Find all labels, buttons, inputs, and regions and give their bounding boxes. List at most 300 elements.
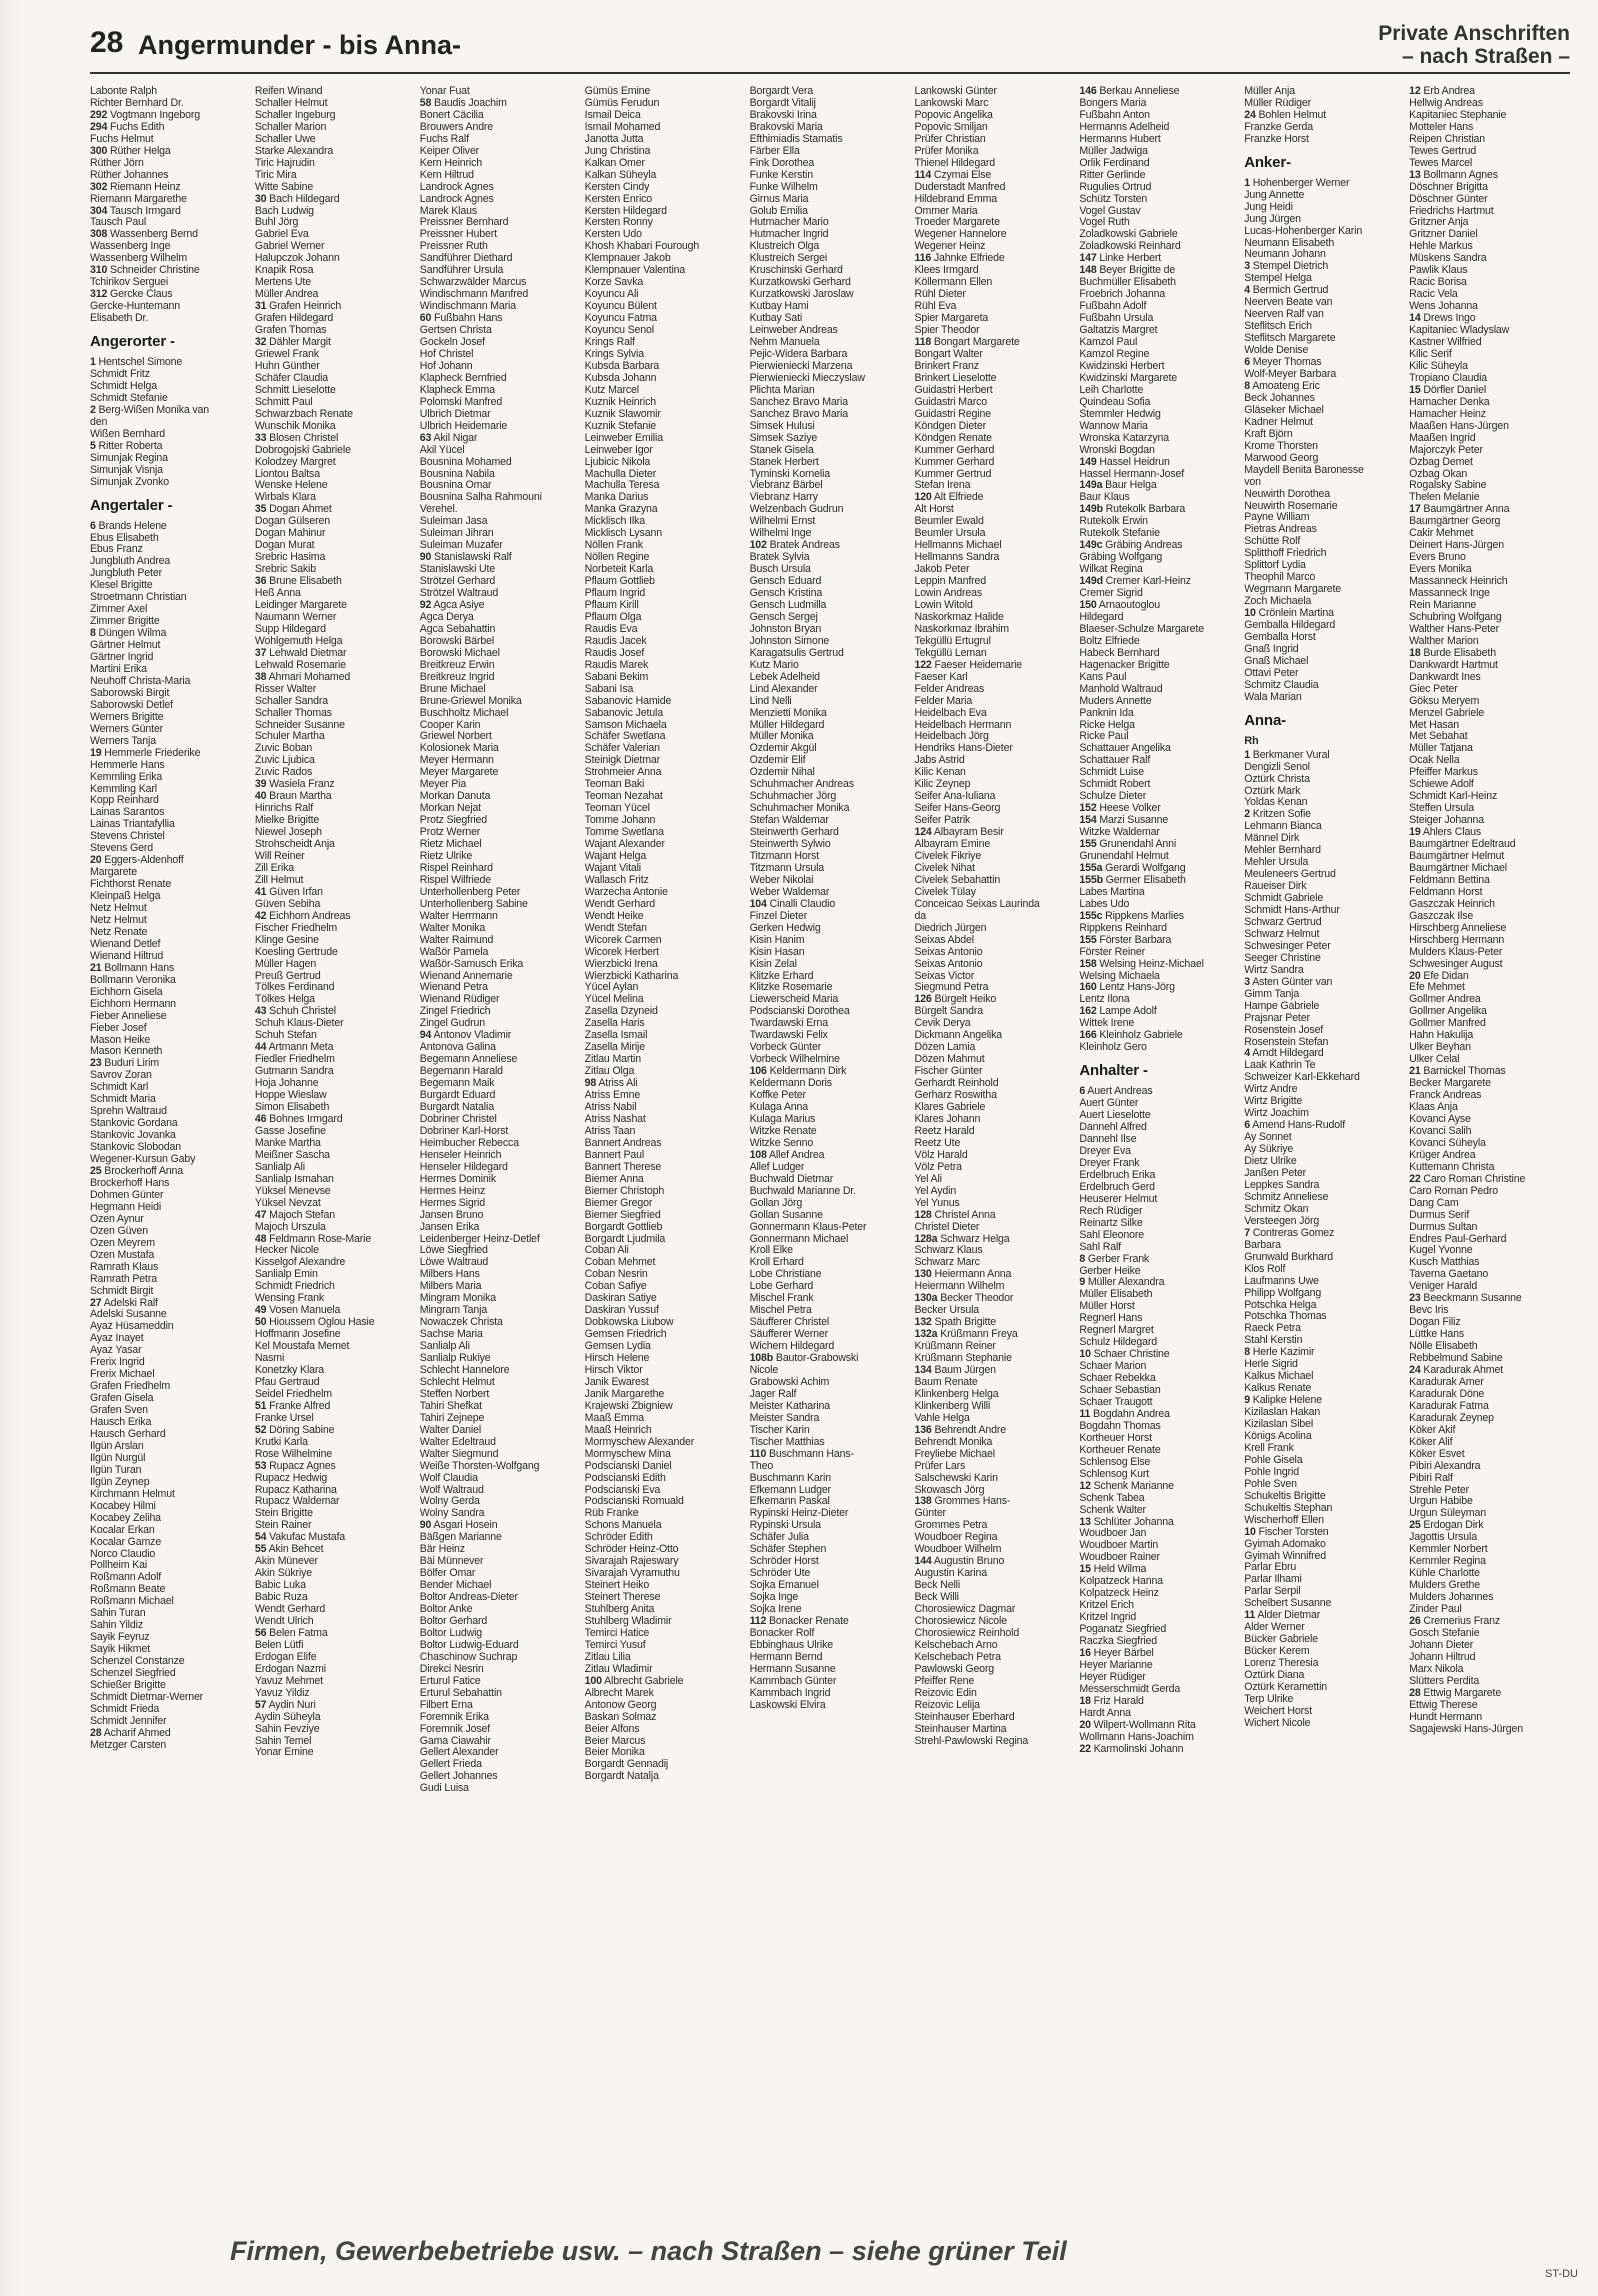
house-number: 155a (1079, 862, 1103, 874)
house-number: 54 (254, 1532, 267, 1544)
resident-entry: Norbeteit Karla (584, 564, 654, 576)
resident-entry: Heidelbach Hermann (914, 719, 1012, 731)
resident-entry: Pohle Sven (1244, 1478, 1297, 1490)
house-number: 3 (1244, 261, 1250, 273)
resident-entry: 132a Krüßmann Freya (914, 1329, 1018, 1341)
resident-entry: Huhn Günther (254, 360, 320, 372)
resident-entry: Strötzel Gerhard (419, 576, 496, 588)
resident-entry: Stevens Gerd (90, 843, 153, 855)
resident-entry: 24 Karadurak Ahmet (1409, 1364, 1504, 1376)
resident-entry: Ricke Paul (1079, 731, 1129, 743)
resident-entry: Schütte Rolf (1244, 536, 1301, 548)
resident-entry: Ilgün Arslan (90, 1440, 144, 1452)
resident-entry: 24 Bohlen Helmut (1244, 109, 1327, 121)
house-number: 108 (749, 1149, 767, 1161)
resident-entry: Mulders Grethe (1409, 1580, 1481, 1592)
resident-entry: Yavuz Yildiz (254, 1687, 310, 1699)
resident-entry: Agca Derya (419, 611, 474, 623)
resident-entry: 149a Baur Helga (1079, 480, 1157, 492)
resident-entry: Felder Andreas (914, 683, 985, 695)
resident-entry: 11 Bogdahn Andrea (1079, 1408, 1170, 1420)
resident-entry: Hermanns Hubert (1079, 133, 1161, 145)
resident-entry: Hof Christel (419, 348, 474, 360)
resident-entry: Hardt Anna (1079, 1707, 1131, 1719)
resident-entry: Weiße Thorsten-Wolfgang (419, 1460, 540, 1472)
resident-entry: Steinwerth Sylwio (749, 839, 831, 851)
resident-entry: Suleiman Jasa (419, 516, 488, 528)
resident-entry: Thelen Melanie (1409, 492, 1480, 504)
resident-entry: Stempel Helga (1244, 273, 1312, 285)
resident-entry: da (914, 910, 926, 922)
resident-entry: Reipen Christian (1409, 133, 1486, 145)
resident-entry: 14 Drews Ingo (1409, 313, 1476, 325)
resident-entry: Klinkenberg Helga (914, 1388, 999, 1400)
house-number: 44 (254, 1042, 267, 1054)
resident-entry: Ay Sükriye (1244, 1144, 1294, 1156)
resident-entry: Witzke Waldemar (1079, 827, 1160, 839)
resident-entry: Bousnina Salha Rahmouni (419, 492, 542, 504)
resident-entry: 150 Arnaoutoglou (1079, 599, 1161, 611)
resident-entry: Henseler Hildegard (419, 1161, 508, 1173)
resident-entry: Hermanns Adelheid (1079, 121, 1170, 133)
resident-entry: Margarete (90, 867, 137, 879)
resident-entry: Biemer Gregor (584, 1197, 653, 1209)
resident-entry: Zuvic Ljubica (254, 755, 315, 767)
resident-entry: Gensch Sergej (749, 611, 818, 623)
resident-entry: Hutmacher Ingrid (749, 229, 829, 241)
resident-entry: Schlecht Hannelore (419, 1364, 510, 1376)
resident-entry: Machulla Teresa (584, 480, 660, 492)
resident-entry: Walter Siegmund (419, 1448, 499, 1460)
resident-entry: 2 Kritzen Sofie (1244, 809, 1311, 821)
resident-entry: Conceicao Seixas Laurinda (914, 898, 1040, 910)
resident-entry: Met Hasan (1409, 719, 1460, 731)
resident-entry: 128 Christel Anna (914, 1209, 996, 1221)
house-number: 116 (914, 253, 932, 265)
resident-entry: 106 Keldermann Dirk (749, 1066, 847, 1078)
resident-entry: Bratek Sylvia (749, 552, 810, 564)
resident-entry: Jagottis Ursula (1409, 1532, 1477, 1544)
resident-entry: Schmitt Paul (254, 396, 313, 408)
resident-entry: Wilhelmi Inge (749, 528, 812, 540)
resident-entry: Zill Helmut (254, 874, 304, 886)
resident-entry: Klempnauer Valentina (584, 265, 686, 277)
resident-entry: Liewerscheid Maria (749, 994, 839, 1006)
resident-entry: 126 Bürgelt Heiko (914, 994, 997, 1006)
resident-entry: Schmidt Hans-Arthur (1244, 905, 1340, 917)
resident-entry: Marwood Georg (1244, 452, 1319, 464)
resident-entry: 102 Bratek Andreas (749, 540, 840, 552)
resident-entry: Raudis Josef (584, 647, 645, 659)
resident-entry: Koyuncu Senol (584, 325, 654, 337)
resident-entry: Franke Ursel (254, 1412, 314, 1424)
resident-entry: Wala Marian (1244, 691, 1302, 703)
resident-entry: Dreyer Frank (1079, 1157, 1140, 1169)
resident-entry: Gensch Ludmilla (749, 599, 827, 611)
resident-entry: Lowin Witold (914, 599, 973, 611)
resident-entry: 21 Bollmann Hans (90, 962, 175, 974)
resident-entry: 4 Bermich Gertrud (1244, 285, 1329, 297)
house-number: 166 (1079, 1030, 1097, 1042)
resident-entry: Hirsch Viktor (584, 1364, 643, 1376)
resident-entry: Dogan Mahinur (254, 528, 326, 540)
resident-entry: Urgun Habibe (1409, 1496, 1473, 1508)
resident-entry: Bäi Münnever (419, 1556, 484, 1568)
resident-entry: Tyminski Kornelia (749, 468, 831, 480)
resident-entry: Metzger Carsten (90, 1739, 167, 1751)
resident-entry: 22 Caro Roman Christine (1409, 1173, 1526, 1185)
resident-entry: Rogalsky Sabine (1409, 480, 1487, 492)
resident-entry: Ilgün Nurgül (90, 1452, 146, 1464)
house-number: 31 (254, 301, 267, 313)
resident-entry: Özen Aynur (90, 1213, 144, 1225)
resident-entry: Wallasch Fritz (584, 874, 649, 886)
resident-entry: Jager Ralf (749, 1388, 797, 1400)
resident-entry: Neumann Elisabeth (1244, 237, 1335, 249)
resident-entry: Teoman Nezahat (584, 791, 663, 803)
resident-entry: Finzel Dieter (749, 910, 808, 922)
resident-entry: Heß Anna (254, 588, 301, 600)
house-number: 50 (254, 1317, 267, 1329)
resident-entry: Rispel Reinhard (419, 862, 493, 874)
house-number: 122 (914, 659, 932, 671)
resident-entry: Unterhollenberg Sabine (419, 898, 528, 910)
resident-entry: Reetz Ute (914, 1137, 961, 1149)
resident-entry: Siegmund Petra (914, 982, 989, 994)
resident-entry: 310 Schneider Christine (90, 265, 200, 277)
resident-entry: Schenk Tabea (1079, 1492, 1145, 1504)
resident-entry: Wens Johanna (1409, 301, 1478, 313)
resident-entry: 39 Wasiela Franz (254, 779, 335, 791)
house-number: 10 (1079, 1349, 1091, 1361)
house-number: 32 (254, 337, 267, 349)
resident-entry: Gemballa Hildegard (1244, 620, 1336, 632)
resident-entry: Suleiman Muzafer (419, 540, 503, 552)
resident-entry: Aydin Süheyla (254, 1711, 321, 1723)
resident-entry: Prajsnar Peter (1244, 1012, 1310, 1024)
resident-entry: Titzmann Horst (749, 851, 819, 862)
resident-entry: Kolodzey Margret (254, 456, 336, 468)
resident-entry: Kalkus Michael (1244, 1371, 1314, 1383)
resident-entry: Kocabey Hilmi (90, 1500, 156, 1512)
resident-entry: Hemmerle Hans (90, 759, 165, 771)
resident-entry: 18 Friz Harald (1079, 1695, 1144, 1707)
resident-entry: Karadurak Döne (1409, 1388, 1485, 1400)
resident-entry: Atriss Nabil (584, 1102, 637, 1114)
resident-entry: Hoja Johanne (254, 1078, 319, 1090)
resident-entry: Kersten Ronny (584, 217, 653, 229)
resident-entry: Wolny Gerda (419, 1496, 480, 1508)
resident-entry: Maaßen Hans-Jürgen (1409, 420, 1509, 432)
resident-entry: Wegener Hannelore (914, 229, 1007, 241)
resident-entry: Schuhmacher Monika (749, 803, 850, 815)
resident-entry: den (90, 416, 108, 428)
resident-entry: Walter Monika (419, 922, 486, 934)
resident-entry: Fußbahn Adolf (1079, 301, 1147, 313)
resident-entry: Evers Monika (1409, 564, 1472, 576)
resident-entry: 28 Acharif Ahmed (90, 1727, 171, 1739)
resident-entry: Borgardt Gottlieb (584, 1221, 663, 1233)
resident-entry: 10 Crönlein Martina (1244, 608, 1334, 620)
resident-entry: Schaller Marion (254, 121, 327, 133)
house-number: 100 (584, 1675, 602, 1687)
resident-entry: Menzel Gabriele (1409, 707, 1485, 719)
resident-entry: Srebric Hasima (254, 552, 326, 564)
resident-entry: Simsek Hulusi (749, 420, 815, 432)
resident-entry: Säufferer Werner (749, 1329, 829, 1341)
section-label (1378, 22, 1570, 68)
resident-entry: Simon Elisabeth (254, 1102, 330, 1114)
house-number: 17 (1409, 504, 1421, 516)
resident-entry: Podscianski Romuald (584, 1496, 684, 1508)
resident-entry: Schäfer Stephen (749, 1544, 827, 1556)
resident-entry: Wenske Helene (254, 480, 328, 492)
resident-entry: Bender Michael (419, 1580, 492, 1592)
resident-entry: Tausch Paul (90, 217, 147, 229)
resident-entry: Borgardt Gennadij (584, 1759, 669, 1771)
resident-entry: Guidastri Regine (914, 408, 991, 420)
resident-entry: Reetz Harald (914, 1125, 975, 1137)
resident-entry: Reizovic Edin (914, 1687, 977, 1699)
house-number: 40 (254, 791, 267, 803)
resident-entry: Gemballa Horst (1244, 631, 1316, 643)
resident-entry: Slütters Perdita (1409, 1675, 1480, 1687)
resident-entry: Podscianski Dorothea (749, 1006, 850, 1018)
resident-entry: Frerix Ingrid (90, 1357, 145, 1369)
resident-entry: Öztürk Diana (1244, 1670, 1305, 1682)
resident-entry: Funke Kerstin (749, 169, 813, 181)
resident-entry: Buhl Jörg (254, 217, 299, 229)
resident-entry: Gimm Tanja (1244, 988, 1300, 1000)
resident-entry: 52 Döring Sabine (254, 1424, 335, 1436)
resident-entry: Dobkowska Liubow (584, 1317, 674, 1329)
house-number: 5 (90, 440, 96, 452)
resident-entry: Payne William (1244, 512, 1310, 524)
resident-entry: Färber Ella (749, 145, 800, 157)
resident-entry: Pfeiffer Rene (914, 1675, 975, 1687)
resident-entry: Lainas Triantafyllia (90, 819, 175, 831)
resident-entry: Rippkens Reinhard (1079, 922, 1167, 934)
directory-column (914, 86, 1075, 2218)
resident-entry: Wolf-Meyer Barbara (1244, 369, 1337, 381)
house-number: 149d (1079, 576, 1103, 588)
resident-entry: Stanislawski Ute (419, 564, 496, 576)
page-header (90, 22, 1570, 74)
resident-entry: Schwarz Klaus (914, 1245, 983, 1257)
resident-entry: Hof Johann (419, 360, 473, 372)
resident-entry: Christel Dieter (914, 1221, 980, 1233)
resident-entry: Nicole (749, 1364, 779, 1376)
resident-entry: Pejic-Widera Barbara (749, 348, 848, 360)
resident-entry: Köndgen Renate (914, 432, 992, 444)
resident-entry: 38 Ahmari Mohamed (254, 671, 351, 683)
resident-entry: 56 Belen Fatma (254, 1627, 328, 1639)
resident-entry: Mormyschew Alexander (584, 1436, 695, 1448)
resident-entry: Ilgün Zeynep (90, 1476, 150, 1488)
resident-entry: Orlik Ferdinand (1079, 157, 1150, 169)
resident-entry: Schießer Brigitte (90, 1680, 166, 1691)
resident-entry: Lankowski Marc (914, 97, 989, 109)
resident-entry: Löwe Siegfried (419, 1245, 488, 1257)
resident-entry: Wolf Claudia (419, 1472, 478, 1484)
resident-entry: Mulders Johannes (1409, 1592, 1494, 1604)
resident-entry: 148 Beyer Brigitte de (1079, 265, 1176, 277)
resident-entry: Werners Tanja (90, 735, 156, 747)
resident-entry: 43 Schuh Christel (254, 1006, 336, 1018)
resident-entry: Samson Michaela (584, 719, 667, 731)
resident-entry: Pollheim Kai (90, 1560, 148, 1572)
resident-entry: Laufmanns Uwe (1244, 1275, 1319, 1287)
resident-entry: Hendriks Hans-Dieter (914, 743, 1013, 755)
resident-entry: 312 Gercke Claus (90, 289, 173, 301)
resident-entry: Stuhlberg Anita (584, 1604, 655, 1616)
resident-entry: Rupacz Hedwig (254, 1472, 328, 1484)
house-number: 9 (1079, 1277, 1086, 1289)
directory-column (1079, 86, 1240, 2218)
resident-entry: Schukeltis Brigitte (1244, 1490, 1326, 1502)
resident-entry: Kisin Hanim (749, 934, 805, 946)
resident-entry: Zoladkowski Gabriele (1079, 229, 1178, 241)
resident-entry: Naskorkmaz Ibrahim (914, 623, 1009, 635)
resident-entry: Hellmanns Sandra (914, 552, 1000, 564)
resident-entry: Jung Annette (1244, 189, 1305, 201)
footer-note: Firmen, Gewerbebetriebe usw. – nach Straßen – siehe grüner Teil (230, 2236, 1067, 2266)
resident-entry: Ettwig Therese (1409, 1699, 1478, 1711)
resident-entry: Völz Harald (914, 1149, 968, 1161)
resident-entry: Waßör-Samusch Erika (419, 958, 524, 970)
resident-entry: Walther Hans-Peter (1409, 623, 1500, 635)
resident-entry: Gnaß Ingrid (1244, 643, 1299, 655)
resident-entry: Regnerl Hans (1079, 1313, 1143, 1325)
resident-entry: Neumann Johann (1244, 249, 1326, 261)
resident-entry: Motteler Hans (1409, 121, 1474, 133)
resident-entry: 3 Stempel Dietrich (1244, 261, 1329, 273)
house-number: 118 (914, 337, 932, 349)
resident-entry: Müller Anja (1244, 86, 1295, 97)
resident-entry: Antonow Georg (584, 1699, 657, 1711)
resident-entry: Ocak Nella (1409, 755, 1460, 767)
resident-entry: Meister Sandra (749, 1412, 820, 1424)
resident-entry: Gellert Alexander (419, 1747, 499, 1759)
resident-entry: Kortheuer Renate (1079, 1444, 1161, 1456)
resident-entry: 149d Cremer Karl-Heinz (1079, 576, 1191, 588)
resident-entry: Strohmeier Anna (584, 767, 662, 779)
resident-entry: Kleinholz Gero (1079, 1042, 1147, 1054)
resident-entry: Neuwirth Rosemarie (1244, 500, 1338, 512)
resident-entry: Kraft Björn (1244, 428, 1293, 440)
resident-entry: Wirtz Andre (1244, 1084, 1298, 1096)
resident-entry: Yücel Aylan (584, 982, 639, 994)
resident-entry: Ay Sonnet (1244, 1132, 1292, 1144)
resident-entry: Strohscheidt Anja (254, 839, 335, 851)
resident-entry: Dang Cam (1409, 1197, 1459, 1209)
resident-entry: Weber Nikolai (749, 874, 814, 886)
resident-entry: Kisin Hasan (749, 946, 805, 958)
resident-entry: Wegmann Margarete (1244, 584, 1342, 596)
resident-entry: Twardawski Felix (749, 1030, 828, 1042)
resident-entry: 25 Brockerhoff Anna (90, 1166, 183, 1178)
resident-entry: 110 Buschmann Hans- (749, 1448, 854, 1460)
resident-entry: Leinweber Emilia (584, 432, 663, 444)
resident-entry: Tahiri Shefkat (419, 1400, 482, 1412)
resident-entry: Efthimiadis Stamatis (749, 133, 843, 145)
resident-entry: Waßör Pamela (419, 946, 489, 958)
resident-entry: Özbag Demet (1409, 456, 1473, 468)
resident-entry: Halupczok Johann (254, 253, 340, 265)
resident-entry: Chaschinow Suchrap (419, 1651, 518, 1663)
resident-entry: Kovanci Salih (1409, 1125, 1472, 1137)
resident-entry: Johann Dieter (1409, 1639, 1474, 1651)
resident-entry: Nowaczek Christa (419, 1317, 503, 1329)
resident-entry: Efe Mehmet (1409, 982, 1465, 994)
resident-entry: Werners Brigitte (90, 711, 164, 723)
resident-entry: Bevc Iris (1409, 1305, 1449, 1317)
resident-entry: 6 Amend Hans-Rudolf (1244, 1120, 1346, 1132)
resident-entry: Bach Ludwig (254, 205, 314, 217)
resident-entry: Protz Werner (419, 827, 481, 839)
resident-entry: 304 Tausch Irmgard (90, 205, 181, 217)
resident-entry: Gärtner Helmut (90, 640, 161, 652)
resident-entry: Wirtz Joachim (1244, 1108, 1309, 1120)
resident-entry: Dobriner Karl-Horst (419, 1125, 509, 1137)
house-number: 28 (1409, 1687, 1421, 1699)
resident-entry: 9 Müller Alexandra (1079, 1277, 1165, 1289)
resident-entry: 8 Herle Kazimir (1244, 1347, 1315, 1359)
resident-entry: Gonnermann Michael (749, 1233, 849, 1245)
resident-entry: Kastner Wilfried (1409, 337, 1482, 349)
resident-entry: 155c Rippkens Marlies (1079, 910, 1184, 922)
resident-entry: Janotta Jutta (584, 133, 644, 145)
resident-entry: 98 Atriss Ali (584, 1078, 638, 1090)
resident-entry: Meister Katharina (749, 1400, 831, 1412)
resident-entry: Schaller Sandra (254, 695, 329, 707)
resident-entry: Naumann Werner (254, 611, 337, 623)
resident-entry: Schmidt Frieda (90, 1703, 160, 1715)
resident-entry: Hamacher Heinz (1409, 408, 1486, 420)
resident-entry: Felder Maria (914, 695, 973, 707)
resident-entry: Gollan Jörg (749, 1197, 803, 1209)
resident-entry: Versteegen Jörg (1244, 1215, 1320, 1227)
resident-entry: Hutmacher Mario (749, 217, 829, 229)
resident-entry: Erdogan Elife (254, 1651, 317, 1663)
resident-entry: Lüttke Hans (1409, 1329, 1465, 1341)
house-number: 6 (1244, 357, 1250, 369)
resident-entry: Ismail Mohamed (584, 121, 661, 133)
resident-entry: Sahl Ralf (1079, 1241, 1121, 1253)
resident-entry: Stankovic Gordana (90, 1118, 178, 1130)
resident-entry: Schmidt Friedrich (254, 1281, 335, 1293)
resident-entry: Gabriel Werner (254, 241, 325, 253)
resident-entry: 20 Eggers-Aldenhoff (90, 855, 184, 867)
resident-entry: Boltz Elfriede (1079, 635, 1140, 647)
resident-entry: 47 Majoch Stefan (254, 1209, 335, 1221)
resident-entry: Endres Paul-Gerhard (1409, 1233, 1507, 1245)
resident-entry: Koesling Gertrude (254, 946, 338, 958)
resident-entry: Galtatzis Margret (1079, 325, 1158, 337)
resident-entry: Schmidt Dietmar-Werner (90, 1691, 204, 1703)
resident-entry: Dannehl Ilse (1079, 1134, 1137, 1146)
resident-entry: Atriss Nashat (584, 1113, 646, 1125)
resident-entry: Heidelbach Eva (914, 707, 987, 719)
resident-entry: Kalkan Süheyla (584, 169, 657, 181)
resident-entry: Janik Margarethe (584, 1388, 665, 1400)
resident-entry: Racic Vela (1409, 289, 1458, 301)
resident-entry: Atriss Taan (584, 1125, 636, 1137)
resident-entry: Wienand Detlef (90, 938, 161, 950)
house-number: 94 (419, 1030, 432, 1042)
resident-entry: Rupacz Waldemar (254, 1496, 340, 1508)
resident-entry: Akin Sükriye (254, 1568, 312, 1580)
